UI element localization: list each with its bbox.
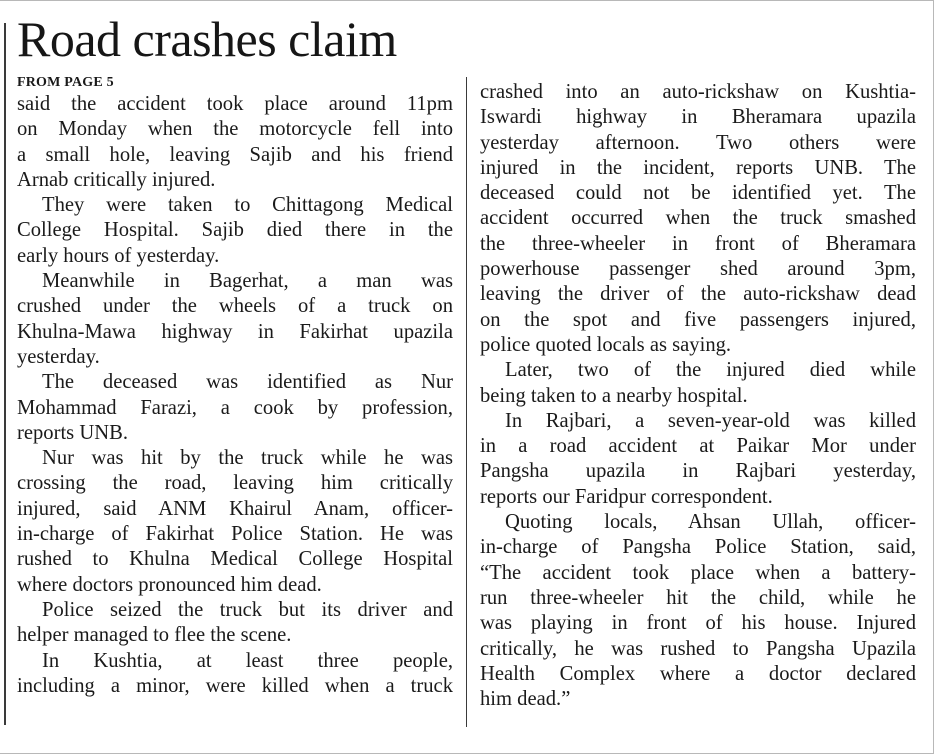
text-line: “The accident took place when a battery- [480, 561, 916, 584]
text-line: him dead.” [480, 688, 571, 711]
text-line: early hours of yesterday. [17, 244, 220, 267]
text-line: Khulna-Mawa highway in Fakirhat upazila [17, 320, 453, 343]
headline: Road crashes claim [17, 11, 397, 67]
text-line: on the spot and five passengers injured, [480, 308, 916, 331]
text-line: In Rajbari, a seven-year-old was killed [505, 409, 916, 432]
text-line: The deceased was identified as Nur [42, 371, 453, 394]
jump-label: FROM PAGE 5 [17, 75, 114, 90]
text-line: Meanwhile in Bagerhat, a man was [42, 270, 453, 293]
text-line: critically, he was rushed to Pangsha Upazila [480, 637, 916, 660]
article-column-right [480, 80, 916, 712]
text-line: Police seized the truck but its driver and [42, 598, 453, 621]
text-line: Later, two of the injured died while [505, 359, 916, 382]
text-line: in a road accident at Paikar Mor under [480, 435, 916, 458]
text-line: Iswardi highway in Bheramara upazila [480, 106, 916, 129]
text-line: reports UNB. [17, 421, 128, 444]
text-line: injured in the incident, reports UNB. The [480, 156, 916, 179]
text-line: In Kushtia, at least three people, [42, 649, 453, 672]
text-line: being taken to a nearby hospital. [480, 384, 748, 407]
text-line: said the accident took place around 11pm [17, 93, 453, 115]
text-line: accident occurred when the truck smashed [480, 207, 916, 230]
text-line: leaving the driver of the auto-rickshaw dead [480, 283, 916, 306]
text-line: deceased could not be identified yet. The [480, 182, 916, 205]
text-line: crossing the road, leaving him critically [17, 472, 453, 495]
text-line: Quoting locals, Ahsan Ullah, officer- [505, 511, 916, 534]
text-line: on Monday when the motorcycle fell into [17, 118, 453, 141]
column-divider-rule [466, 77, 467, 727]
text-line: They were taken to Chittagong Medical [42, 194, 453, 217]
text-line: Nur was hit by the truck while he was [42, 447, 453, 470]
text-line: yesterday afternoon. Two others were [480, 131, 916, 154]
text-line: the three-wheeler in front of Bheramara [480, 232, 916, 255]
text-line: Arnab critically injured. [17, 168, 216, 191]
text-line: Mohammad Farazi, a cook by profession, [17, 396, 453, 419]
text-line: helper managed to flee the scene. [17, 624, 292, 647]
right-column-lines [480, 80, 916, 712]
text-line: in-charge of Fakirhat Police Station. He was [17, 523, 453, 546]
text-line: injured, said ANM Khairul Anam, officer- [17, 497, 453, 520]
text-line: was playing in front of his house. Injured [480, 612, 916, 635]
text-line: a small hole, leaving Sajib and his friend [17, 143, 453, 166]
text-line: run three-wheeler hit the child, while he [480, 586, 916, 609]
text-line: police quoted locals as saying. [480, 333, 732, 356]
text-line: Health Complex where a doctor declared [480, 662, 916, 685]
text-line: where doctors pronounced him dead. [17, 573, 322, 596]
text-line: reports our Faridpur correspondent. [480, 485, 773, 508]
text-line: crushed under the wheels of a truck on [17, 295, 453, 318]
left-column-rule [4, 23, 6, 725]
text-line: College Hospital. Sajib died there in the [17, 219, 453, 242]
left-column-lines [17, 92, 453, 699]
text-line: Pangsha upazila in Rajbari yesterday, [480, 460, 916, 483]
text-line: powerhouse passenger shed around 3pm, [480, 258, 916, 281]
text-line: in-charge of Pangsha Police Station, said, [480, 536, 916, 559]
article-column-left [17, 74, 453, 699]
text-line: yesterday. [17, 345, 100, 368]
text-line: rushed to Khulna Medical College Hospital [17, 548, 453, 571]
text-line: including a minor, were killed when a truck [17, 674, 453, 697]
text-line: crashed into an auto-rickshaw on Kushtia- [480, 81, 916, 103]
